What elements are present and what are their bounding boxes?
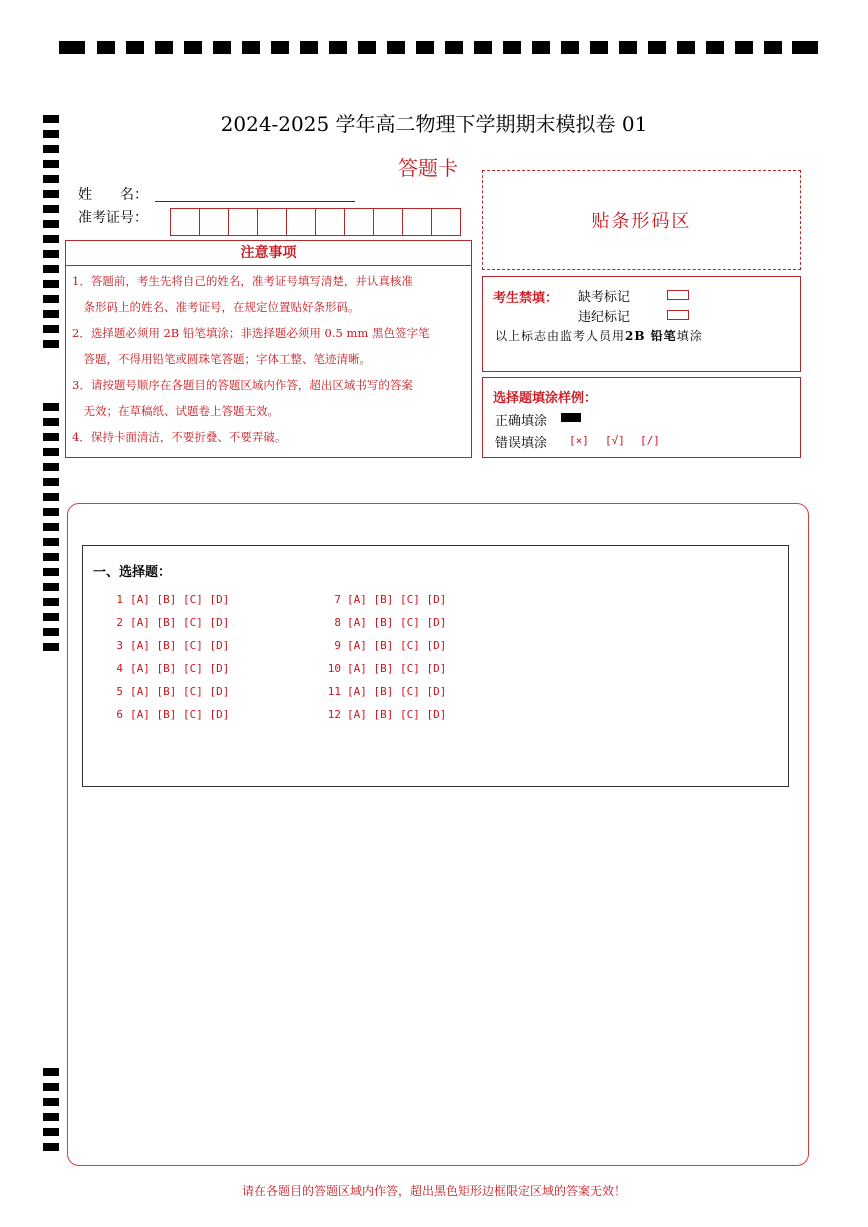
absent-mark-box[interactable] [667,290,689,300]
timing-mark [706,41,724,54]
timing-mark [358,41,376,54]
question-options[interactable]: [A] [B] [C] [D] [347,616,447,629]
timing-mark [43,295,59,303]
id-label: 准考证号： [78,210,148,226]
notice-box [65,240,472,458]
timing-mark [43,175,59,183]
timing-mark [43,463,59,471]
id-digit-box[interactable] [286,208,316,236]
timing-mark [43,508,59,516]
question-options[interactable]: [A] [B] [C] [D] [130,662,230,675]
question-options[interactable]: [A] [B] [C] [D] [347,685,447,698]
name-label: 姓 名： [78,187,148,203]
question-number: 5 [116,685,123,698]
id-digit-box[interactable] [257,208,287,236]
barcode-label: 贴条形码区 [591,211,692,232]
timing-mark [213,41,231,54]
violation-mark-box[interactable] [667,310,689,320]
timing-mark [300,41,318,54]
notice-line: 2．选择题必须用 2B 铅笔填涂；非选择题必须用 0.5 mm 黑色签字笔 [72,326,430,340]
timing-mark [792,41,818,54]
timing-mark [97,41,115,54]
timing-mark [43,553,59,561]
timing-mark [184,41,202,54]
timing-mark [43,1113,59,1121]
timing-mark [43,538,59,546]
notice-line: 无效；在草稿纸、试题卷上答题无效。 [72,404,279,418]
proctor-note: 以上标志由监考人员用2B 铅笔填涂 [495,329,703,343]
timing-mark [43,523,59,531]
question-options[interactable]: [A] [B] [C] [D] [130,708,230,721]
proctor-only-box [482,276,801,372]
question-options[interactable]: [A] [B] [C] [D] [347,593,447,606]
notice-line: 答题，不得用铅笔或圆珠笔答题；字体工整、笔迹清晰。 [72,352,371,366]
correct-fill-example [561,413,581,422]
timing-mark [43,643,59,651]
timing-mark [43,235,59,243]
timing-mark [43,1068,59,1076]
id-digit-box[interactable] [199,208,229,236]
timing-mark [43,568,59,576]
question-number: 4 [116,662,123,675]
question-options[interactable]: [A] [B] [C] [D] [130,639,230,652]
timing-mark [43,145,59,153]
timing-mark [43,628,59,636]
timing-mark [59,41,85,54]
timing-mark [43,340,59,348]
timing-mark [271,41,289,54]
correct-fill-label: 正确填涂 [495,414,548,429]
timing-mark [648,41,666,54]
timing-mark [43,478,59,486]
id-digit-box[interactable] [170,208,200,236]
timing-mark [43,220,59,228]
timing-mark [43,613,59,621]
wrong-fill-example: [×] [569,434,589,447]
timing-mark [474,41,492,54]
question-number: 7 [334,593,341,606]
question-number: 1 [116,593,123,606]
fill-sample-label: 选择题填涂样例： [493,391,598,406]
section-heading: 一、选择题： [93,565,172,580]
name-field[interactable] [155,200,355,202]
question-number: 9 [334,639,341,652]
timing-mark [677,41,695,54]
question-number: 12 [327,708,341,721]
timing-mark [43,493,59,501]
question-number: 2 [116,616,123,629]
notice-line: 1．答题前，考生先将自己的姓名，准考证号填写清楚，并认真核准 [72,274,413,288]
timing-mark [532,41,550,54]
wrong-fill-example: [/] [640,434,660,447]
timing-mark [43,1083,59,1091]
timing-mark [43,403,59,411]
notice-line: 条形码上的姓名、准考证号，在规定位置贴好条形码。 [72,300,360,314]
question-options[interactable]: [A] [B] [C] [D] [347,662,447,675]
id-digit-box[interactable] [344,208,374,236]
id-digit-box[interactable] [431,208,461,236]
question-number: 8 [334,616,341,629]
question-options[interactable]: [A] [B] [C] [D] [130,593,230,606]
absent-mark-label: 缺考标记 [578,290,631,305]
timing-mark [43,1098,59,1106]
notice-line: 4．保持卡面清洁，不要折叠、不要弄破。 [72,430,287,444]
timing-mark [503,41,521,54]
timing-mark [43,205,59,213]
timing-mark [43,583,59,591]
timing-mark [329,41,347,54]
timing-mark [155,41,173,54]
timing-mark [43,190,59,198]
wrong-fill-example: [√] [605,434,625,447]
violation-mark-label: 违纪标记 [578,310,631,325]
timing-mark [590,41,608,54]
timing-mark [43,598,59,606]
wrong-fill-label: 错误填涂 [495,436,548,451]
timing-mark [735,41,753,54]
exam-id-boxes[interactable] [170,208,460,236]
footer-warning: 请在各题目的答题区域内作答，超出黑色矩形边框限定区域的答案无效！ [241,1184,626,1198]
timing-mark [43,418,59,426]
timing-mark [43,433,59,441]
timing-mark [43,280,59,288]
timing-mark [43,160,59,168]
answer-sheet-subtitle: 答题卡 [398,156,458,180]
timing-mark [43,325,59,333]
timing-mark [561,41,579,54]
fill-sample-box [482,377,801,458]
question-options[interactable]: [A] [B] [C] [D] [130,616,230,629]
timing-mark [43,250,59,258]
id-digit-box[interactable] [228,208,258,236]
question-number: 3 [116,639,123,652]
timing-mark [619,41,637,54]
question-options[interactable]: [A] [B] [C] [D] [130,685,230,698]
question-options[interactable]: [A] [B] [C] [D] [347,639,447,652]
timing-mark [43,310,59,318]
id-digit-box[interactable] [373,208,403,236]
barcode-area [482,170,801,270]
id-digit-box[interactable] [402,208,432,236]
question-number: 6 [116,708,123,721]
timing-mark [764,41,782,54]
notice-line: 3．请按题号顺序在各题目的答题区域内作答，超出区域书写的答案 [72,378,413,392]
question-options[interactable]: [A] [B] [C] [D] [347,708,447,721]
timing-mark [43,1143,59,1151]
timing-mark [43,448,59,456]
timing-mark [43,1128,59,1136]
notice-heading: 注意事项 [66,241,471,266]
timing-mark [387,41,405,54]
timing-mark [416,41,434,54]
timing-mark [126,41,144,54]
page-title: 2024-2025 学年高二物理下学期期末模拟卷 01 [220,112,648,136]
proctor-only-label: 考生禁填： [493,291,559,306]
question-number: 10 [327,662,341,675]
id-digit-box[interactable] [315,208,345,236]
timing-mark [445,41,463,54]
timing-mark [43,265,59,273]
question-number: 11 [327,685,341,698]
timing-mark [242,41,260,54]
choice-section [82,545,789,787]
